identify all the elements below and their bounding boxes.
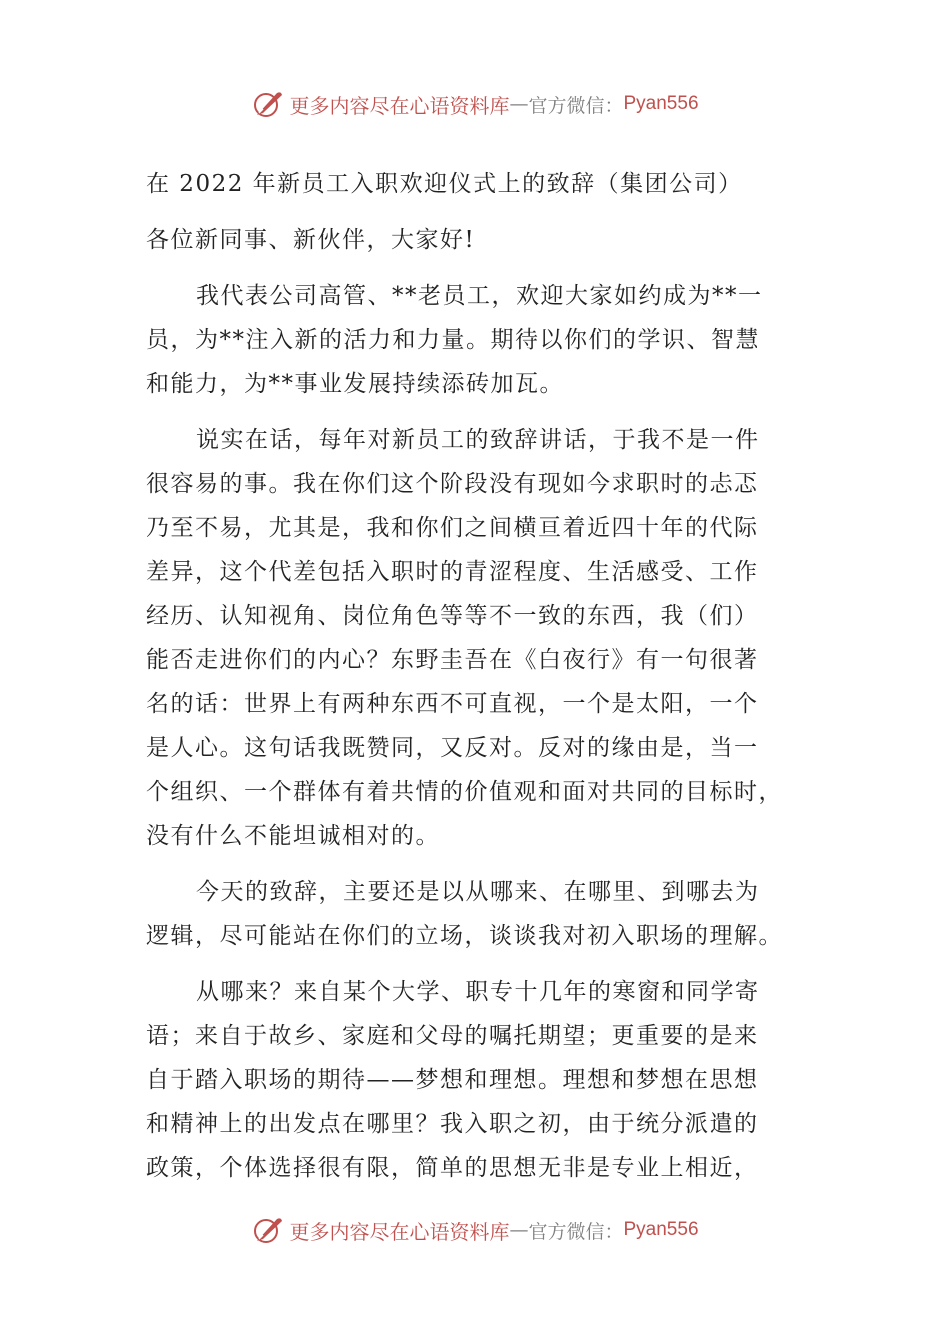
paragraph-line: 自于踏入职场的期待——梦想和理想。理想和梦想在思想 xyxy=(146,1067,759,1093)
paragraph-line: 从哪来？来自某个大学、职专十几年的寒窗和同学寄 xyxy=(196,979,760,1005)
paragraph-line: 我代表公司高管、**老员工，欢迎大家如约成为**一 xyxy=(196,283,763,309)
banner-wechat-handle: Pyan556 xyxy=(623,1219,699,1240)
paragraph-line: 差异，这个代差包括入职时的青涩程度、生活感受、工作 xyxy=(146,559,759,585)
document-body xyxy=(146,162,796,1202)
banner-dash: — xyxy=(509,1219,529,1241)
paragraph-container xyxy=(146,274,796,1190)
banner-dash: — xyxy=(509,93,529,115)
banner-wechat-handle: Pyan556 xyxy=(623,93,699,114)
paragraph-line: 乃至不易，尤其是，我和你们之间横亘着近四十年的代际 xyxy=(146,515,759,541)
quill-pen-logo-icon xyxy=(251,1213,285,1247)
banner-wechat-label: 官方微信： xyxy=(528,1220,624,1243)
paragraph-line: 经历、认知视角、岗位角色等等不一致的东西，我（们） xyxy=(146,603,759,629)
paragraph-line: 语；来自于故乡、家庭和父母的嘱托期望；更重要的是来 xyxy=(146,1023,759,1049)
paragraph-line: 很容易的事。我在你们这个阶段没有现如今求职时的忐忑 xyxy=(146,471,759,497)
paragraph-line: 是人心。这句话我既赞同，又反对。反对的缘由是，当一 xyxy=(146,735,759,761)
paragraph-line: 说实在话，每年对新员工的致辞讲话，于我不是一件 xyxy=(196,427,760,453)
banner-brand-text: 更多内容尽在心语资料库 xyxy=(289,1219,510,1244)
paragraph-line: 个组织、一个群体有着共情的价值观和面对共同的目标时， xyxy=(146,779,783,805)
paragraph xyxy=(146,274,796,406)
paragraph-line: 政策，个体选择很有限，简单的思想无非是专业上相近， xyxy=(146,1155,759,1181)
paragraph-line: 和能力，为**事业发展持续添砖加瓦。 xyxy=(146,371,564,397)
paragraph-line: 没有什么不能坦诚相对的。 xyxy=(146,823,440,849)
paragraph xyxy=(146,870,796,958)
paragraph-line: 逻辑，尽可能站在你们的立场，谈谈我对初入职场的理解。 xyxy=(146,923,783,949)
paragraph-line: 名的话：世界上有两种东西不可直视，一个是太阳，一个 xyxy=(146,691,759,717)
paragraph-line: 今天的致辞，主要还是以从哪来、在哪里、到哪去为 xyxy=(196,879,760,905)
header-watermark-banner xyxy=(0,84,950,124)
paragraph xyxy=(146,418,796,858)
paragraph-line: 能否走进你们的内心？东野圭吾在《白夜行》有一句很著 xyxy=(146,647,759,673)
greeting-line: 各位新同事、新伙伴，大家好! xyxy=(146,227,476,253)
document-title: 在 2022 年新员工入职欢迎仪式上的致辞（集团公司） xyxy=(146,171,743,197)
paragraph xyxy=(146,970,796,1190)
footer-watermark-banner xyxy=(0,1210,950,1250)
paragraph-line: 和精神上的出发点在哪里？我入职之初，由于统分派遣的 xyxy=(146,1111,759,1137)
banner-brand-text: 更多内容尽在心语资料库 xyxy=(289,93,510,118)
banner-wechat-label: 官方微信： xyxy=(528,94,624,117)
quill-pen-logo-icon xyxy=(251,87,285,121)
paragraph-line: 员，为**注入新的活力和力量。期待以你们的学识、智慧 xyxy=(146,327,760,353)
